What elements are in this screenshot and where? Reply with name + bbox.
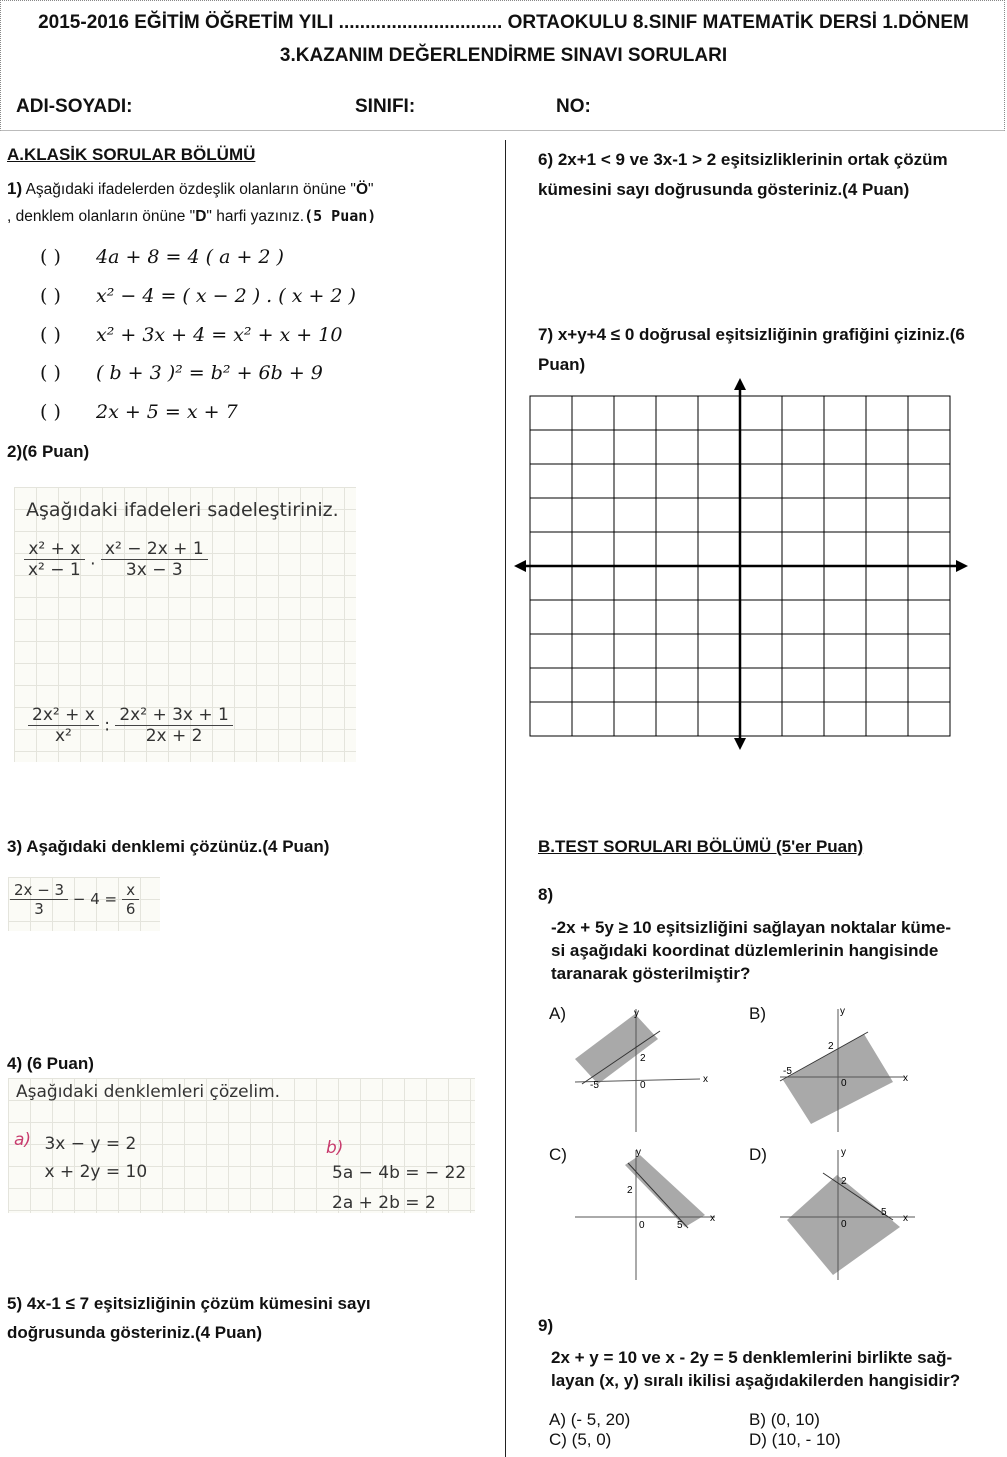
exam-title: 2015-2016 EĞİTİM ÖĞRETİM YILI ............................... ORTAOKULU 8.SINIF MATEMATİK DERSİ 1.DÖNEM — [38, 12, 969, 33]
q1-item-2: ( ) x² − 4 = ( x − 2 ) . ( x + 2 ) — [40, 285, 356, 307]
q9-option-a[interactable]: A) (- 5, 20) — [549, 1410, 631, 1429]
question-4-title: 4) (6 Puan) — [7, 1054, 94, 1073]
section-b-title: B.TEST SORULARI BÖLÜMÜ (5'er Puan) — [538, 837, 864, 856]
question-6-text: 6) 2x+1 < 9 ve 3x-1 > 2 eşitsizliklerinin ortak çözüm kümesini sayı doğrusunda gösteriniz.(4 Puan) — [538, 150, 948, 199]
q8-option-a-graph[interactable] — [570, 1004, 710, 1134]
q8-option-b-graph[interactable] — [775, 1004, 915, 1134]
q2-expression-1: $\frac{\text{x² + x}}{\text{x² − 1}}$ . $\frac{\text{x² − 2x + 1}}{3x - 3}$ — [24, 539, 208, 580]
svg-text:-5: -5 — [783, 1066, 792, 1077]
svg-text:0: 0 — [841, 1219, 847, 1230]
q3-equation: $\frac{2x - 3}{3}$ − 4 = $\frac{x}{6}$ — [10, 881, 139, 918]
svg-text:5: 5 — [881, 1207, 887, 1218]
q4-instruction: Aşağıdaki denklemleri çözelim. — [16, 1082, 281, 1102]
exam-subtitle: 3.KAZANIM DEĞERLENDİRME SINAVI SORULARI — [279, 45, 728, 66]
svg-text:5: 5 — [677, 1220, 683, 1231]
q9-option-c[interactable]: C) (5, 0) — [549, 1430, 612, 1449]
q2-instruction: Aşağıdaki ifadeleri sadeleştiriniz. — [26, 499, 339, 521]
q4-system-b: b) 5a − 4b = − 22 2a + 2b = 2 — [326, 1138, 467, 1213]
column-divider — [505, 140, 506, 1457]
svg-text:y: y — [636, 1147, 641, 1158]
svg-text:y: y — [841, 1147, 846, 1158]
q8-option-d-label[interactable]: D) — [749, 1145, 767, 1164]
q8-option-d-graph[interactable] — [775, 1145, 925, 1280]
q1-item-1: ( ) 4a + 8 = 4 ( a + 2 ) — [40, 246, 284, 268]
svg-text:0: 0 — [639, 1220, 645, 1231]
question-2-image — [14, 487, 356, 762]
svg-text:x: x — [703, 1074, 708, 1085]
q1-item-4: ( ) ( b + 3 )² = b² + 6b + 9 — [40, 362, 323, 384]
question-5-text: 5) 4x-1 ≤ 7 eşitsizliğinin çözüm kümesini sayı doğrusunda gösteriniz.(4 Puan) — [7, 1294, 371, 1342]
question-7-text: 7) x+y+4 ≤ 0 doğrusal eşitsizliğinin grafiğini çiziniz.(6 Puan) — [538, 325, 965, 374]
q9-option-d[interactable]: D) (10, - 10) — [749, 1430, 841, 1449]
class-label: SINIFI: — [355, 96, 416, 117]
section-a-title: A.KLASİK SORULAR BÖLÜMÜ — [7, 145, 256, 164]
svg-text:x: x — [903, 1213, 908, 1224]
svg-text:2: 2 — [640, 1053, 646, 1064]
svg-text:x: x — [903, 1073, 908, 1084]
svg-text:y: y — [634, 1008, 639, 1019]
svg-text:0: 0 — [640, 1080, 646, 1091]
question-3-image — [8, 877, 160, 931]
q7-coordinate-grid[interactable] — [510, 376, 975, 754]
q1-item-5: ( ) 2x + 5 = x + 7 — [40, 401, 238, 423]
svg-text:2: 2 — [841, 1176, 847, 1187]
q8-option-b-label[interactable]: B) — [749, 1004, 766, 1023]
svg-text:2: 2 — [627, 1185, 633, 1196]
q8-option-c-graph[interactable] — [570, 1145, 720, 1280]
q8-option-a-label[interactable]: A) — [549, 1004, 566, 1023]
svg-text:y: y — [840, 1006, 845, 1017]
question-8-text: -2x + 5y ≥ 10 eşitsizliğini sağlayan noktalar küme- si aşağıdaki koordinat düzlemlerinin hangisinde taranarak gösterilmiştir? — [551, 918, 952, 983]
question-4-image — [8, 1078, 475, 1213]
question-1-text: 1) Aşağıdaki ifadelerden özdeşlik olanların önüne "Ö" , denklem olanların önüne "D" harfi yazınız.(5 Puan) — [7, 179, 377, 225]
question-3-title: 3) Aşağıdaki denklemi çözünüz.(4 Puan) — [7, 837, 330, 856]
question-9-number: 9) — [538, 1316, 554, 1335]
question-9-text: 2x + y = 10 ve x - 2y = 5 denklemlerini birlikte sağ- layan (x, y) sıralı ikilisi aşağıdakilerden hangisidir? — [551, 1348, 961, 1390]
question-8-number: 8) — [538, 885, 554, 904]
svg-text:2: 2 — [828, 1041, 834, 1052]
number-label: NO: — [556, 96, 591, 117]
q8-option-c-label[interactable]: C) — [549, 1145, 567, 1164]
svg-text:-5: -5 — [590, 1080, 599, 1091]
question-2-title: 2)(6 Puan) — [7, 442, 90, 461]
name-label: ADI-SOYADI: — [16, 96, 133, 117]
question-1-number: 1) — [7, 179, 23, 198]
q9-option-b[interactable]: B) (0, 10) — [749, 1410, 820, 1429]
q2-expression-2: $\frac{\text{2x² + x}}{\text{x²}}$ : $\frac{\text{2x² + 3x + 1}}{2x + 2}$ — [28, 705, 233, 746]
q1-item-3: ( ) x² + 3x + 4 = x² + x + 10 — [40, 324, 343, 346]
svg-text:x: x — [710, 1213, 715, 1224]
q4-system-a: a) 3x − y = 2 x + 2y = 10 — [14, 1130, 148, 1182]
svg-text:0: 0 — [841, 1078, 847, 1089]
